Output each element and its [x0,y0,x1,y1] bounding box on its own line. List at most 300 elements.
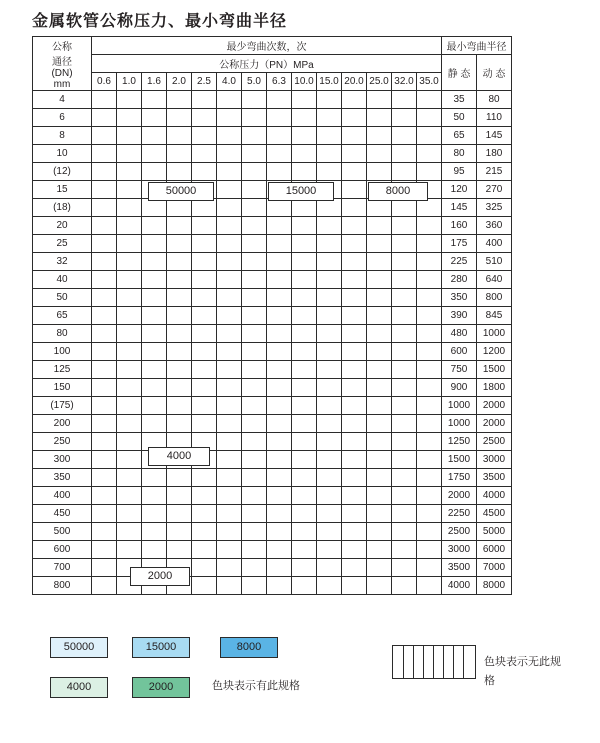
matrix-cell [92,433,117,451]
matrix-cell [167,343,192,361]
matrix-cell [317,127,342,145]
matrix-cell [292,343,317,361]
table-row [33,343,512,361]
matrix-cell [292,91,317,109]
table-row [33,235,512,253]
matrix-cell [192,559,217,577]
table-row [33,451,512,469]
matrix-cell [292,505,317,523]
matrix-cell [267,433,292,451]
matrix-cell [292,433,317,451]
matrix-cell [92,109,117,127]
matrix-cell [192,523,217,541]
matrix-cell [267,271,292,289]
matrix-cell [242,541,267,559]
matrix-cell [292,199,317,217]
matrix-cell [367,253,392,271]
matrix-cell [267,559,292,577]
legend-key-15000: 15000 [132,637,190,658]
matrix-cell [392,577,417,595]
matrix-cell [242,433,267,451]
matrix-cell [117,433,142,451]
matrix-cell [242,487,267,505]
matrix-cell [267,127,292,145]
table-row [33,217,512,235]
matrix-cell [117,523,142,541]
matrix-cell [342,469,367,487]
matrix-cell [242,505,267,523]
matrix-cell [317,289,342,307]
matrix-value-box: 8000 [368,182,428,201]
matrix-cell [342,523,367,541]
pressure-col-header: 32.0 [392,73,417,91]
matrix-cell [167,217,192,235]
page-title: 金属软管公称压力、最小弯曲半径 [32,13,288,30]
min-radius-header: 最小弯曲半径 [442,37,512,55]
matrix-cell [242,253,267,271]
dynamic-radius-value: 2500 [477,433,512,451]
matrix-cell [167,127,192,145]
matrix-cell [192,253,217,271]
dynamic-radius-value: 180 [477,145,512,163]
static-radius-value: 1000 [442,415,477,433]
matrix-cell [242,271,267,289]
table-row [33,559,512,577]
static-radius-value: 1250 [442,433,477,451]
pressure-col-header: 2.0 [167,73,192,91]
matrix-cell [292,559,317,577]
matrix-cell [192,469,217,487]
matrix-cell [267,307,292,325]
matrix-cell [217,433,242,451]
matrix-cell [342,181,367,199]
dn-value: 4 [33,91,92,109]
matrix-cell [242,307,267,325]
matrix-cell [267,523,292,541]
matrix-cell [342,487,367,505]
dn-value: 700 [33,559,92,577]
matrix-cell [342,379,367,397]
static-radius-value: 1500 [442,451,477,469]
matrix-cell [317,271,342,289]
matrix-cell [367,271,392,289]
matrix-value-box: 4000 [148,447,210,466]
matrix-cell [267,109,292,127]
matrix-cell [417,469,442,487]
pressure-col-header: 25.0 [367,73,392,91]
table-row [33,271,512,289]
dn-value: 6 [33,109,92,127]
matrix-cell [92,415,117,433]
legend-has-spec-text: 色块表示有此规格 [212,680,300,692]
header-row-2 [33,55,512,73]
matrix-cell [92,163,117,181]
matrix-cell [292,307,317,325]
matrix-cell [342,127,367,145]
matrix-cell [292,397,317,415]
matrix-cell [267,469,292,487]
static-radius-value: 225 [442,253,477,271]
matrix-cell [392,361,417,379]
static-radius-value: 2500 [442,523,477,541]
matrix-cell [317,559,342,577]
matrix-cell [217,181,242,199]
matrix-cell [292,415,317,433]
dynamic-radius-value: 325 [477,199,512,217]
dynamic-radius-value: 6000 [477,541,512,559]
table-row [33,289,512,307]
static-radius-value: 175 [442,235,477,253]
matrix-cell [292,217,317,235]
static-radius-value: 900 [442,379,477,397]
dynamic-radius-value: 510 [477,253,512,271]
matrix-cell [267,397,292,415]
matrix-cell [392,469,417,487]
matrix-cell [142,343,167,361]
matrix-cell [392,379,417,397]
table-row [33,199,512,217]
matrix-cell [92,523,117,541]
matrix-cell [392,541,417,559]
matrix-cell [267,199,292,217]
matrix-cell [292,541,317,559]
matrix-cell [342,253,367,271]
legend-key-2000: 2000 [132,677,190,698]
matrix-cell [117,163,142,181]
matrix-cell [342,577,367,595]
pressure-col-header: 20.0 [342,73,367,91]
matrix-cell [392,343,417,361]
matrix-cell [417,325,442,343]
matrix-cell [92,487,117,505]
matrix-cell [142,235,167,253]
static-radius-value: 750 [442,361,477,379]
matrix-cell [317,145,342,163]
dn-value: 150 [33,379,92,397]
matrix-value-box: 15000 [268,182,334,201]
matrix-cell [242,235,267,253]
matrix-cell [167,91,192,109]
matrix-cell [317,343,342,361]
dn-value: 100 [33,343,92,361]
matrix-cell [242,559,267,577]
matrix-cell [167,469,192,487]
matrix-cell [117,289,142,307]
matrix-cell [192,343,217,361]
matrix-cell [92,469,117,487]
static-radius-value: 35 [442,91,477,109]
matrix-cell [217,343,242,361]
matrix-cell [167,361,192,379]
matrix-cell [217,487,242,505]
matrix-cell [392,91,417,109]
matrix-cell [417,397,442,415]
matrix-cell [142,505,167,523]
matrix-cell [292,271,317,289]
matrix-cell [92,397,117,415]
dn-value: 200 [33,415,92,433]
matrix-cell [92,379,117,397]
matrix-cell [317,505,342,523]
dn-value: 10 [33,145,92,163]
static-radius-value: 1750 [442,469,477,487]
matrix-cell [417,343,442,361]
matrix-cell [392,505,417,523]
matrix-cell [317,163,342,181]
matrix-cell [392,451,417,469]
table-row [33,109,512,127]
table-row [33,307,512,325]
matrix-cell [242,127,267,145]
pressure-col-header: 1.6 [142,73,167,91]
table-row [33,577,512,595]
legend [32,633,568,713]
matrix-cell [217,415,242,433]
matrix-cell [392,487,417,505]
table-row [33,91,512,109]
matrix-cell [292,253,317,271]
table-row [33,487,512,505]
matrix-cell [392,415,417,433]
matrix-cell [417,91,442,109]
dynamic-radius-value: 1200 [477,343,512,361]
matrix-cell [167,253,192,271]
matrix-cell [367,397,392,415]
matrix-cell [142,307,167,325]
matrix-cell [242,343,267,361]
matrix-cell [267,487,292,505]
dynamic-radius-value: 1800 [477,379,512,397]
matrix-cell [92,253,117,271]
matrix-cell [92,451,117,469]
dn-value: 125 [33,361,92,379]
dn-value: 15 [33,181,92,199]
matrix-cell [92,145,117,163]
matrix-cell [142,469,167,487]
matrix-cell [417,307,442,325]
dynamic-radius-value: 3500 [477,469,512,487]
matrix-cell [192,127,217,145]
dn-value: 25 [33,235,92,253]
matrix-cell [417,163,442,181]
matrix-cell [217,145,242,163]
matrix-cell [242,361,267,379]
matrix-cell [142,199,167,217]
matrix-cell [392,145,417,163]
matrix-cell [92,325,117,343]
dynamic-radius-value: 80 [477,91,512,109]
matrix-cell [342,217,367,235]
matrix-cell [92,577,117,595]
matrix-cell [242,577,267,595]
legend-key-4000: 4000 [50,677,108,698]
matrix-cell [267,343,292,361]
matrix-cell [242,163,267,181]
matrix-cell [117,199,142,217]
matrix-cell [192,109,217,127]
matrix-cell [317,379,342,397]
pressure-col-header: 1.0 [117,73,142,91]
matrix-cell [267,163,292,181]
matrix-cell [142,127,167,145]
dn-header-line-3: (DN) [51,67,73,79]
matrix-cell [142,145,167,163]
matrix-cell [367,325,392,343]
matrix-cell [217,505,242,523]
matrix-cell [342,541,367,559]
matrix-cell [417,379,442,397]
matrix-cell [92,271,117,289]
matrix-cell [342,451,367,469]
table-row [33,361,512,379]
matrix-cell [317,217,342,235]
matrix-cell [417,199,442,217]
dn-value: (18) [33,199,92,217]
dn-header-line-1: 公称 [52,41,72,53]
dynamic-radius-value: 2000 [477,397,512,415]
matrix-cell [242,217,267,235]
pressure-col-header: 6.3 [267,73,292,91]
matrix-cell [117,379,142,397]
table-row [33,541,512,559]
matrix-cell [242,379,267,397]
matrix-cell [392,163,417,181]
matrix-cell [92,541,117,559]
matrix-cell [317,541,342,559]
matrix-cell [217,451,242,469]
matrix-cell [267,325,292,343]
matrix-cell [167,145,192,163]
static-radius-value: 2000 [442,487,477,505]
matrix-cell [142,91,167,109]
static-radius-value: 480 [442,325,477,343]
matrix-cell [217,325,242,343]
matrix-cell [117,109,142,127]
pressure-header: 公称压力（PN）MPa [92,55,442,73]
matrix-value-box: 2000 [130,567,190,586]
matrix-cell [117,343,142,361]
matrix-cell [267,217,292,235]
matrix-cell [342,325,367,343]
static-radius-value: 3000 [442,541,477,559]
matrix-cell [317,91,342,109]
matrix-cell [342,109,367,127]
matrix-cell [167,379,192,397]
matrix-cell [92,505,117,523]
static-radius-value: 1000 [442,397,477,415]
matrix-cell [417,235,442,253]
matrix-cell [217,271,242,289]
static-radius-value: 350 [442,289,477,307]
matrix-cell [242,451,267,469]
matrix-cell [342,433,367,451]
matrix-cell [217,307,242,325]
matrix-cell [192,271,217,289]
dynamic-radius-value: 800 [477,289,512,307]
matrix-cell [217,235,242,253]
matrix-cell [367,199,392,217]
matrix-cell [267,145,292,163]
table-row [33,523,512,541]
table-row [33,469,512,487]
matrix-cell [142,379,167,397]
matrix-cell [392,397,417,415]
matrix-cell [117,397,142,415]
matrix-cell [417,541,442,559]
matrix-cell [192,325,217,343]
matrix-cell [167,235,192,253]
matrix-cell [317,253,342,271]
dynamic-radius-value: 4000 [477,487,512,505]
matrix-cell [317,487,342,505]
matrix-cell [317,235,342,253]
matrix-cell [392,307,417,325]
matrix-cell [267,415,292,433]
matrix-cell [317,433,342,451]
matrix-cell [267,253,292,271]
matrix-cell [317,469,342,487]
matrix-cell [342,271,367,289]
matrix-cell [367,469,392,487]
matrix-cell [342,235,367,253]
matrix-cell [317,451,342,469]
table-row [33,253,512,271]
matrix-cell [367,307,392,325]
matrix-cell [392,235,417,253]
matrix-cell [192,397,217,415]
matrix-cell [367,109,392,127]
matrix-cell [192,415,217,433]
static-radius-value: 80 [442,145,477,163]
matrix-cell [217,91,242,109]
static-radius-value: 4000 [442,577,477,595]
matrix-cell [392,109,417,127]
table-row [33,325,512,343]
matrix-cell [342,397,367,415]
legend-key-8000: 8000 [220,637,278,658]
dynamic-header: 动 态 [477,55,512,91]
matrix-cell [242,523,267,541]
matrix-cell [117,127,142,145]
static-radius-value: 160 [442,217,477,235]
matrix-cell [217,361,242,379]
matrix-cell [317,523,342,541]
matrix-cell [367,559,392,577]
dynamic-radius-value: 640 [477,271,512,289]
matrix-cell [342,361,367,379]
matrix-cell [117,253,142,271]
matrix-cell [217,541,242,559]
matrix-cell [367,577,392,595]
matrix-cell [242,397,267,415]
dynamic-radius-value: 145 [477,127,512,145]
matrix-cell [217,289,242,307]
matrix-cell [117,487,142,505]
matrix-cell [367,91,392,109]
dynamic-radius-value: 400 [477,235,512,253]
matrix-cell [392,523,417,541]
static-radius-value: 145 [442,199,477,217]
spec-table [32,36,512,595]
matrix-cell [367,451,392,469]
static-radius-value: 3500 [442,559,477,577]
matrix-cell [367,523,392,541]
dn-value: 500 [33,523,92,541]
matrix-cell [217,109,242,127]
matrix-cell [267,91,292,109]
matrix-cell [117,91,142,109]
matrix-cell [267,379,292,397]
